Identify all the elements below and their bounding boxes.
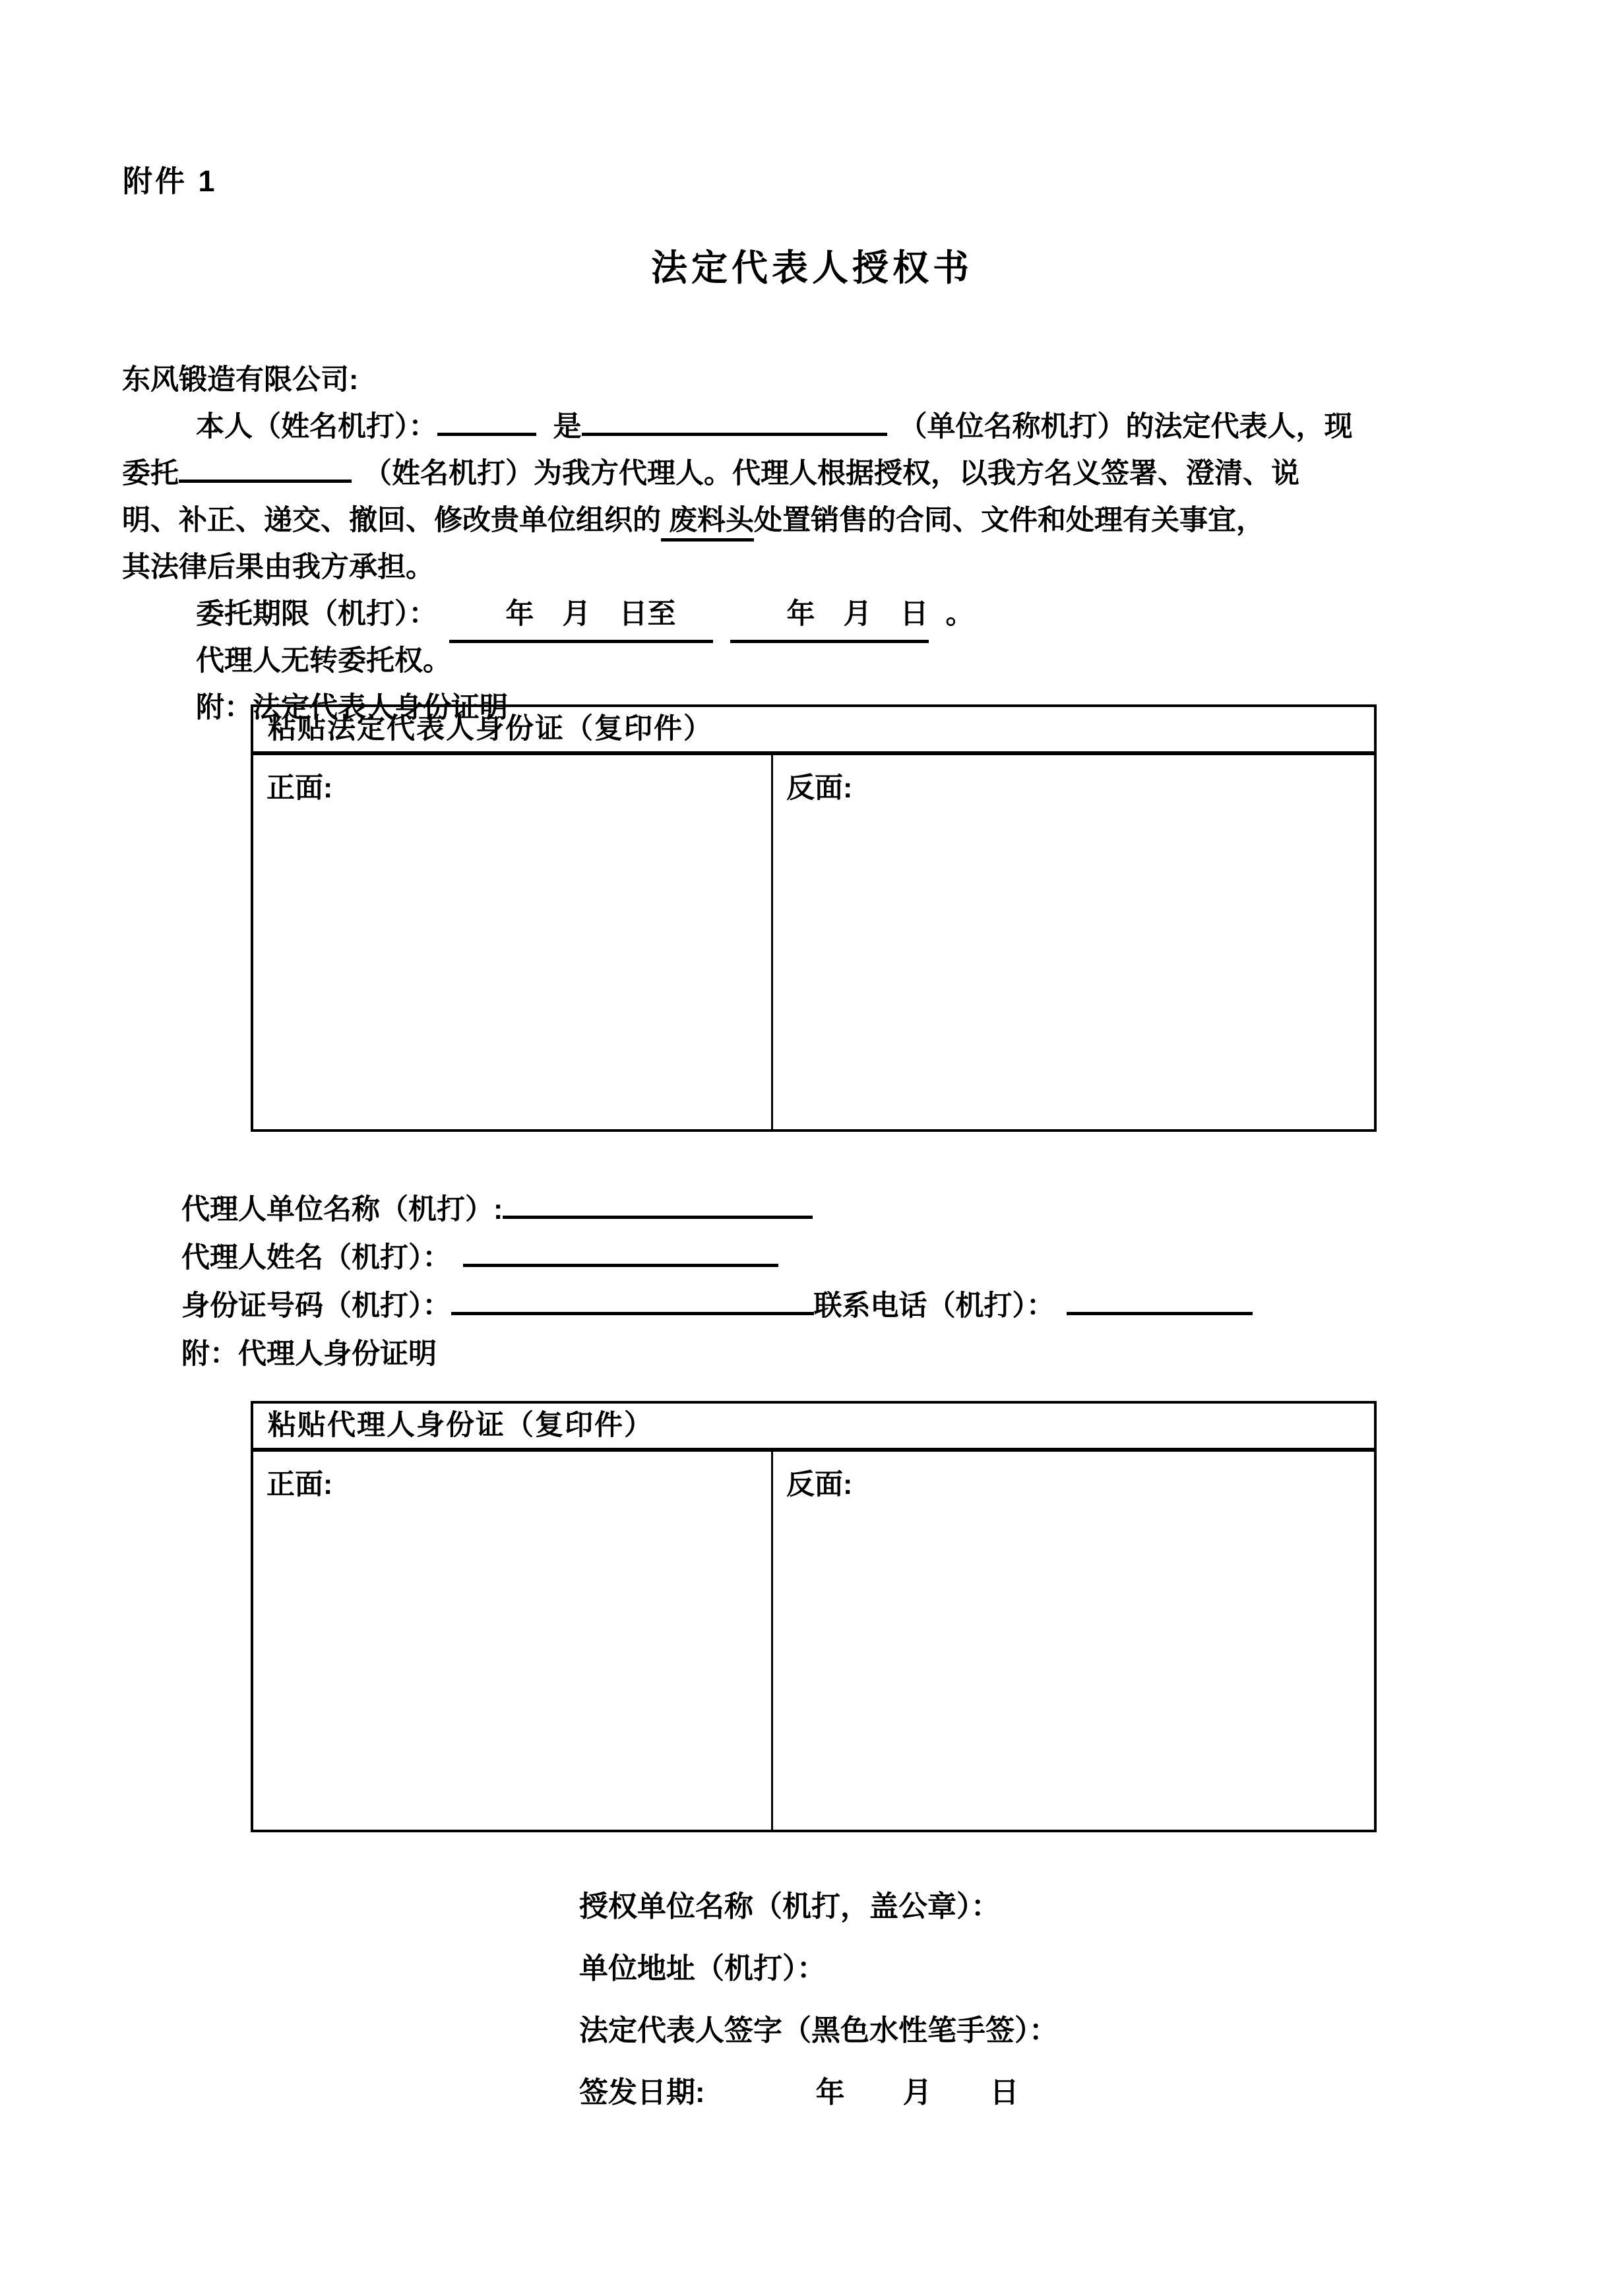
body-line-3-tail: 处置销售的合同、文件和处理有关事宜， xyxy=(753,505,1265,536)
body-line-3-head: 明、补正、递交、撤回、修改贵单位组织的 xyxy=(122,505,661,536)
term-end-blank: 年 月 日 xyxy=(730,591,929,643)
term-label: 委托期限（机打）： xyxy=(196,598,437,630)
legal-rep-id-box xyxy=(251,704,1377,1132)
attachment-label: 附件 1 xyxy=(123,164,218,198)
authorizing-org-line: 授权单位名称（机打，盖公章）： xyxy=(579,1890,1000,1923)
rep-id-note: 附：法定代表人身份证明 xyxy=(196,692,508,724)
salutation: 东风锻造有限公司: xyxy=(122,364,359,396)
body-line-2-tail: （姓名机打）为我方代理人。代理人根据授权，以我方名义签署、澄清、说 xyxy=(363,458,1299,489)
body-line-1-tail: （单位名称机打）的法定代表人，现 xyxy=(898,411,1353,443)
agent-id-label: 身份证号码（机打）： xyxy=(181,1290,451,1322)
agent-name-blank xyxy=(463,1261,778,1267)
body-line-3 xyxy=(122,497,1507,544)
org-address-line: 单位地址（机打）： xyxy=(579,1952,826,1985)
issue-date-label: 签发日期: xyxy=(579,2076,705,2109)
back-label: 反面: xyxy=(786,772,853,804)
agent-company-label: 代理人单位名称（机打）: xyxy=(181,1194,503,1225)
agent-name-line xyxy=(181,1234,1501,1282)
page-title: 法定代表人授权书 xyxy=(650,247,973,288)
agent-company-blank xyxy=(503,1213,813,1219)
signature-block xyxy=(579,1890,1503,2138)
agent-name-label: 代理人姓名（机打）： xyxy=(181,1242,451,1274)
principal-name-blank xyxy=(437,430,536,436)
body-line-2 xyxy=(122,450,1507,497)
term-start-blank: 年 月 日至 xyxy=(449,591,713,643)
principal-name-label: 本人（姓名机打）： xyxy=(196,411,437,443)
body-line-1 xyxy=(122,404,1507,450)
term-period: 。 xyxy=(945,598,974,630)
agent-id-blank xyxy=(451,1309,814,1315)
is-text: 是 xyxy=(553,411,582,443)
intro-paragraph xyxy=(122,357,1507,731)
agent-id-box-header: 粘贴代理人身份证（复印件） xyxy=(253,1404,1374,1452)
front-label: 正面: xyxy=(266,1469,333,1501)
legal-rep-id-box-header: 粘贴法定代表人身份证（复印件） xyxy=(253,707,1374,755)
agent-name-blank xyxy=(179,477,352,483)
agent-company-line xyxy=(181,1186,1501,1234)
legal-rep-id-front-cell xyxy=(253,755,773,1129)
back-label: 反面: xyxy=(786,1469,853,1501)
agent-phone-blank xyxy=(1067,1309,1253,1315)
front-label: 正面: xyxy=(266,772,333,804)
scrap-material-underlined: 废料头 xyxy=(661,505,754,542)
legal-rep-id-back-cell xyxy=(773,755,1374,1129)
issue-date-fields: 年 月 日 xyxy=(815,2076,1019,2109)
term-line xyxy=(122,591,1507,638)
company-name-blank xyxy=(582,430,887,436)
legal-rep-id-box-body xyxy=(253,755,1374,1129)
entrust-label: 委托 xyxy=(122,458,179,489)
no-subdelegation-line: 代理人无转委托权。 xyxy=(196,645,451,677)
agent-id-box xyxy=(251,1401,1377,1832)
issue-date-line xyxy=(579,2076,1503,2109)
agent-info-block xyxy=(181,1186,1501,1379)
body-line-4: 其法律后果由我方承担。 xyxy=(122,551,434,583)
agent-id-box-body xyxy=(253,1452,1374,1830)
agent-phone-label: 联系电话（机打）： xyxy=(813,1290,1055,1322)
agent-id-front-cell xyxy=(253,1452,773,1830)
agent-id-note: 附：代理人身份证明 xyxy=(181,1338,437,1370)
agent-id-phone-line xyxy=(181,1282,1501,1330)
agent-id-back-cell xyxy=(773,1452,1374,1830)
rep-signature-line: 法定代表人签字（黑色水性笔手签）： xyxy=(579,2014,1058,2047)
